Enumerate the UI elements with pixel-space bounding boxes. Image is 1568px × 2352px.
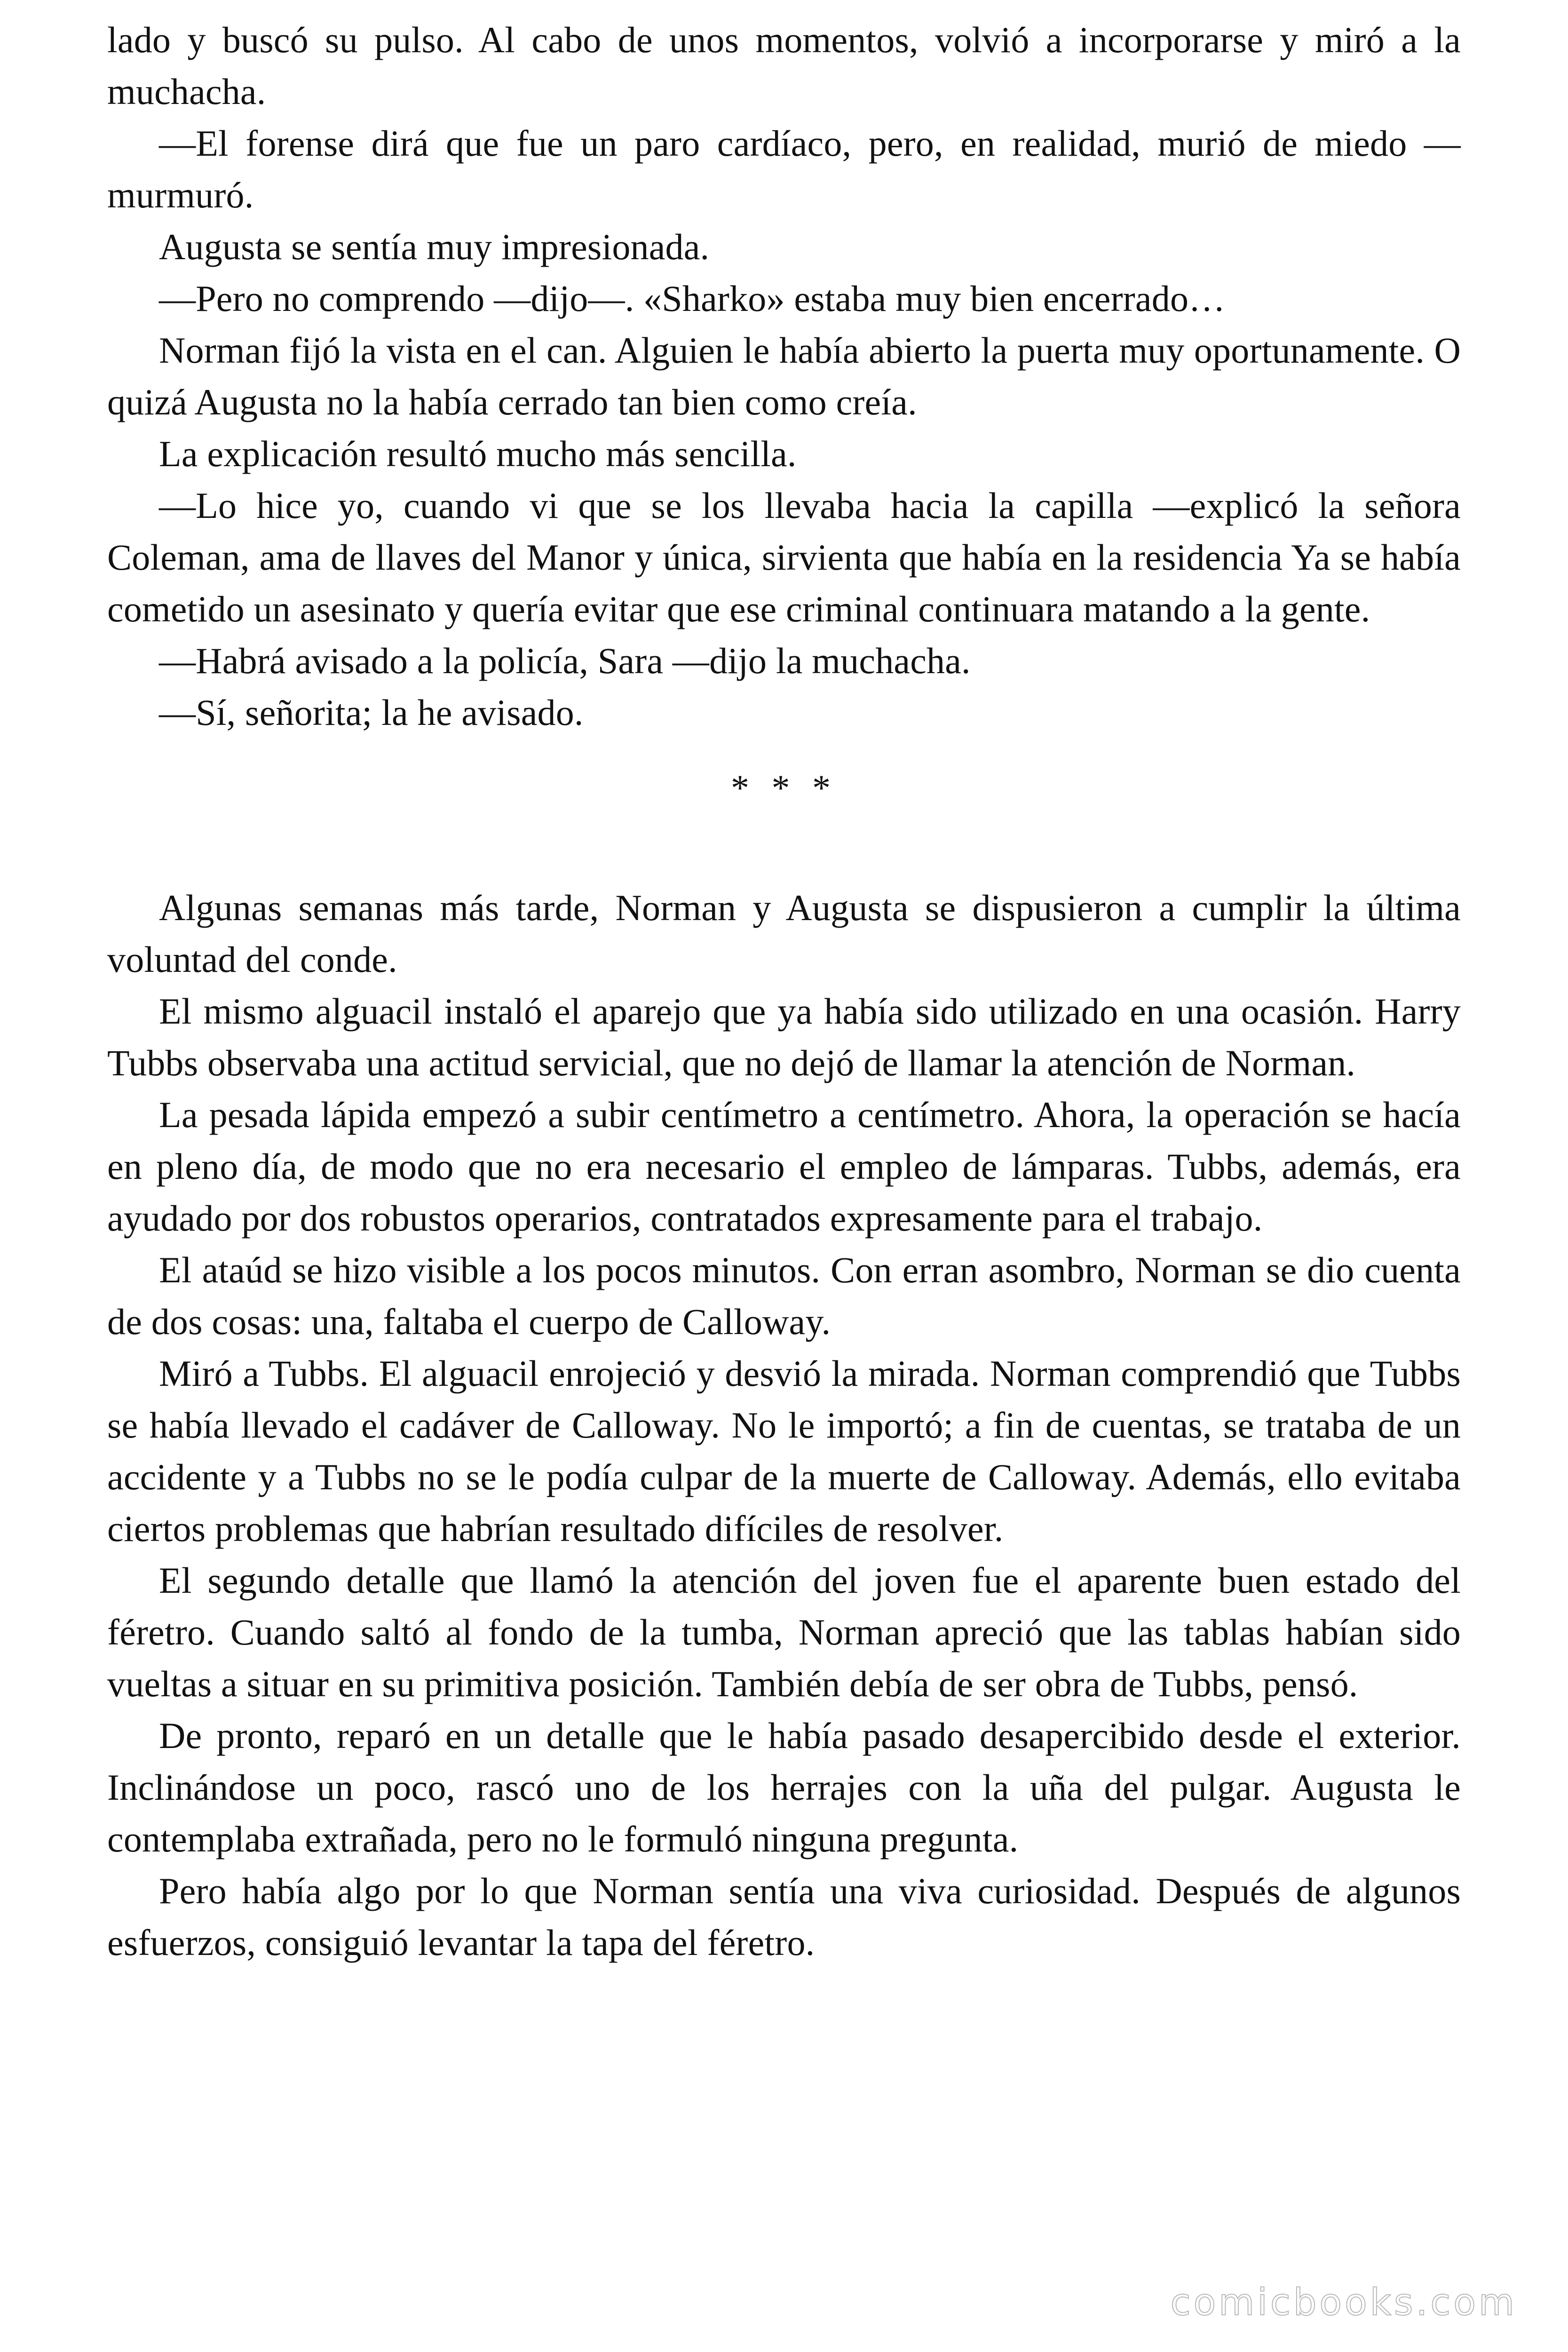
paragraph: Miró a Tubbs. El alguacil enrojeció y desvió la mirada. Norman comprendió que Tubbs se había llevado el cadáver de Calloway. No le importó; a fin de cuentas, se trataba de un accidente y a Tubbs no se le podía culpar de la muerte de Calloway. Además, ello evitaba ciertos problemas que habrían resultado difíciles de resolver. [107,1353,1461,1549]
paragraph: —El forense dirá que fue un paro cardíaco, pero, en realidad, murió de miedo —murmuró. [107,123,1461,215]
paragraph: Pero había algo por lo que Norman sentía una viva curiosidad. Después de algunos esfuerzos, consiguió levantar la tapa del féretro. [107,1870,1461,1963]
paragraph: La pesada lápida empezó a subir centímetro a centímetro. Ahora, la operación se hacía en pleno día, de modo que no era necesario el empleo de lámparas. Tubbs, además, era ayudado por dos robustos operarios, contratados expresamente para el trabajo. [107,1094,1461,1239]
paragraph: —Pero no comprendo —dijo—. «Sharko» estaba muy bien encerrado… [159,278,1226,319]
paragraph: El segundo detalle que llamó la atención del joven fue el aparente buen estado del féretro. Cuando saltó al fondo de la tumba, Norman apreció que las tablas habían sido vueltas a situar en su primitiva posición. También debía de ser obra de Tubbs, pensó. [107,1560,1461,1704]
paragraph: Augusta se sentía muy impresionada. [159,226,710,267]
paragraph: Algunas semanas más tarde, Norman y Augusta se dispusieron a cumplir la última voluntad del conde. [107,887,1461,980]
paragraph: lado y buscó su pulso. Al cabo de unos momentos, volvió a incorporarse y miró a la muchacha. [107,19,1461,112]
paragraph: Norman fijó la vista en el can. Alguien le había abierto la puerta muy oportunamente. O quizá Augusta no la había cerrado tan bien como creía. [107,330,1461,422]
page-body [107,14,1461,1969]
paragraph: De pronto, reparó en un detalle que le había pasado desapercibido desde el exterior. Inclinándose un poco, rascó uno de los herrajes con la uña del pulgar. Augusta le contemplaba extrañada, pero no le formuló ninguna pregunta. [107,1715,1461,1859]
watermark: comicbooks.com [1170,2281,1517,2324]
paragraph: El mismo alguacil instaló el aparejo que ya había sido utilizado en una ocasión. Harry Tubbs observaba una actitud servicial, que no dejó de llamar la atención de Norman. [107,991,1461,1083]
paragraph: —Lo hice yo, cuando vi que se los llevaba hacia la capilla —explicó la señora Coleman, ama de llaves del Manor y única, sirvienta que había en la residencia Ya se había cometido un asesinato y quería evitar que ese criminal continuara matando a la gente. [107,485,1461,629]
paragraph: —Sí, señorita; la he avisado. [159,692,584,733]
section-separator: * * * [731,767,837,808]
paragraph: —Habrá avisado a la policía, Sara —dijo la muchacha. [159,640,971,681]
paragraph: El ataúd se hizo visible a los pocos minutos. Con erran asombro, Norman se dio cuenta de dos cosas: una, faltaba el cuerpo de Calloway. [107,1249,1461,1342]
paragraph: La explicación resultó mucho más sencilla. [159,433,797,474]
